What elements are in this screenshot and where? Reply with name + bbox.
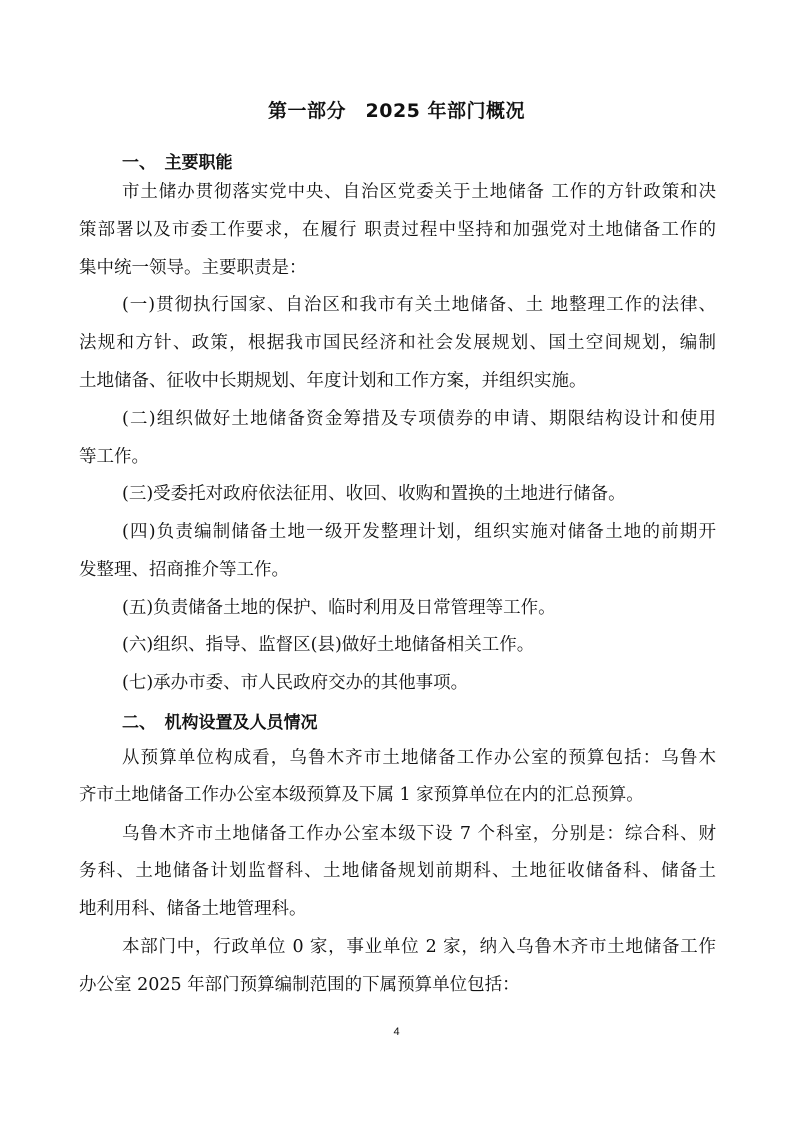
org-para-2-line-2: 务科、土地储备计划监督科、土地储备规划前期科、土地征收储备科、储备土	[79, 861, 716, 881]
duty-item-2-line-2: 等工作。	[79, 447, 149, 467]
duty-item-6: (六)组织、指导、监督区(县)做好土地储备相关工作。	[122, 635, 535, 655]
org-para-3-line-2: 办公室 2025 年部门预算编制范围的下属预算单位包括：	[79, 975, 520, 995]
org-para-1-line-2: 齐市土地储备工作办公室本级预算及下属 1 家预算单位在内的汇总预算。	[79, 785, 644, 805]
duty-item-1-line-3: 土地储备、征收中长期规划、年度计划和工作方案，并组织实施。	[79, 371, 587, 391]
org-para-1-line-1: 从预算单位构成看，乌鲁木齐市土地储备工作办公室的预算包括：乌鲁木	[122, 748, 716, 768]
intro-line-1: 市土储办贯彻落实党中央、自治区党委关于土地储备 工作的方针政策和决	[122, 182, 716, 202]
intro-line-3: 集中统一领导。主要职责是：	[79, 258, 307, 278]
duty-item-3: (三)受委托对政府依法征用、收回、收购和置换的土地进行储备。	[122, 484, 626, 504]
org-para-3-line-1: 本部门中，行政单位 0 家，事业单位 2 家，纳入乌鲁木齐市土地储备工作	[122, 937, 716, 957]
duty-item-4-line-2: 发整理、招商推介等工作。	[79, 560, 289, 580]
section-heading-main-functions: 一、 主要职能	[122, 153, 233, 173]
intro-line-2: 策部署以及市委工作要求，在履行 职责过程中坚持和加强党对土地储备工作的	[79, 220, 716, 240]
duty-item-7: (七)承办市委、市人民政府交办的其他事项。	[122, 673, 469, 693]
page-number: 4	[393, 1026, 400, 1038]
section-heading-organization: 二、 机构设置及人员情况	[122, 713, 318, 733]
org-para-2-line-1: 乌鲁木齐市土地储备工作办公室本级下设 7 个科室，分别是：综合科、财	[122, 824, 716, 844]
duty-item-1-line-1: (一)贯彻执行国家、自治区和我市有关土地储备、土 地整理工作的法律、	[122, 295, 716, 315]
duty-item-1-line-2: 法规和方针、政策，根据我市国民经济和社会发展规划、国土空间规划，编制	[79, 333, 716, 353]
page-title: 第一部分 2025 年部门概况	[268, 100, 525, 122]
duty-item-4-line-1: (四)负责编制储备土地一级开发整理计划，组织实施对储备土地的前期开	[122, 522, 716, 542]
duty-item-2-line-1: (二)组织做好土地储备资金筹措及专项债券的申请、期限结构设计和使用	[122, 409, 716, 429]
org-para-2-line-3: 地利用科、储备土地管理科。	[79, 899, 307, 919]
duty-item-5: (五)负责储备土地的保护、临时利用及日常管理等工作。	[122, 598, 556, 618]
